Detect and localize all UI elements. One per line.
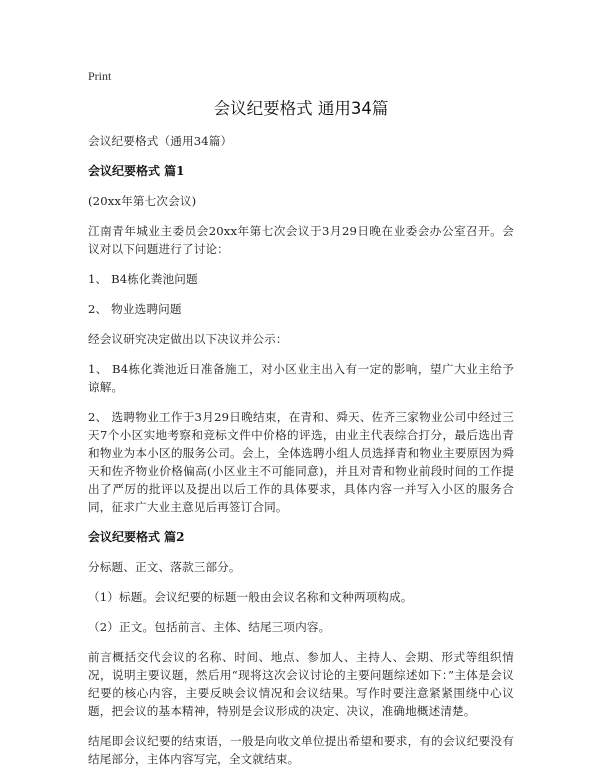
paragraph: 前言概括交代会议的名称、时间、地点、参加人、主持人、会期、形式等组织情况，说明主要议题，然后用“现将这次会议讨论的主要问题综述如下：”主体是会议纪要的核心内容，主要反映会议情况和会议结果。写作时要注意紧紧围绕中心议题，把会议的基本精神，特别是会议形成的决定、决议，准确地概述清楚。 xyxy=(88,650,514,718)
document-subtitle: 会议纪要格式（通用34篇） xyxy=(88,134,233,148)
paragraph: 结尾即会议纪要的结束语，一般是向收文单位提出希望和要求，有的会议纪要没有结尾部分，主体内容写完，全文就结束。 xyxy=(88,734,514,766)
paragraph: （1）标题。会议纪要的标题一般由会议名称和文种两项构成。 xyxy=(88,590,413,604)
list-item: 1、 B4栋化粪池问题 xyxy=(88,272,198,286)
section-heading: 会议纪要格式 篇2 xyxy=(88,530,185,544)
paragraph: （2）正文。包括前言、主体、结尾三项内容。 xyxy=(88,620,331,634)
paragraph: 分标题、正文、落款三部分。 xyxy=(88,560,241,574)
section-1 xyxy=(88,162,514,516)
list-item: 2、 物业选聘问题 xyxy=(88,302,182,316)
list-item: 2、 选聘物业工作于3月29日晚结束，在青和、舜天、佐齐三家物业公司中经过三天7个小区实地考察和竞标文件中价格的评选，由业主代表综合打分，最后选出青和物业为本小区的服务公司。会上，全体选聘小组人员选择青和物业主要原因为舜天和佐齐物业价格偏高(小区业主不可能同意)，并且对青和物业前段时间的工作提出了严厉的批评以及提出以后工作的具体要求，具体内容一并写入小区的服务合同，征求广大业主意见后再签订合同。 xyxy=(88,410,514,514)
section-2 xyxy=(88,528,514,768)
print-label: Print xyxy=(88,69,112,83)
section-heading: 会议纪要格式 篇1 xyxy=(88,164,185,178)
paragraph: 经会议研究决定做出以下决议并公示： xyxy=(88,332,288,346)
document-title: 会议纪要格式 通用34篇 xyxy=(213,99,389,118)
document-page xyxy=(88,68,514,780)
paragraph: (20xx年第七次会议) xyxy=(88,194,197,208)
list-item: 1、 B4栋化粪池近日准备施工，对小区业主出入有一定的影响，望广大业主给予谅解。 xyxy=(88,362,514,394)
paragraph: 江南青年城业主委员会20xx年第七次会议于3月29日晚在业委会办公室召开。会议对以下问题进行了讨论： xyxy=(88,224,514,256)
